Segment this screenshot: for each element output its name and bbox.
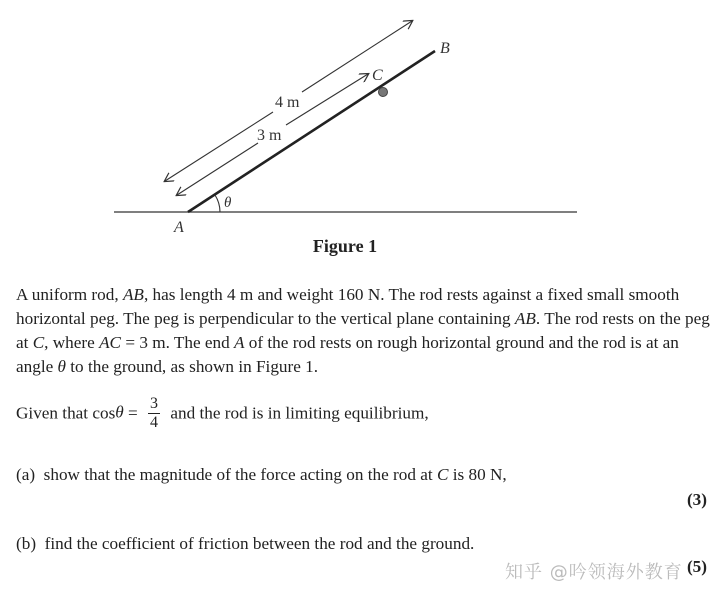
part-text: find the coefficient of friction between the rod and the ground.: [44, 534, 475, 553]
rod-diagram: [0, 0, 720, 270]
label-3m: 3 m: [257, 127, 282, 144]
watermark: 知乎 @吟领海外教育: [505, 562, 683, 583]
numerator: 3: [150, 395, 159, 412]
text: , has length 4 m and weight 160 N. The rod rests against a fixed small smooth horizontal peg. The peg is perpendicular to the vertical plane containing: [16, 285, 680, 328]
var: AB: [122, 285, 144, 304]
var: AB: [514, 309, 536, 328]
text: = 3 m. The end: [121, 333, 234, 352]
label-b: B: [440, 40, 450, 57]
denominator: 4: [150, 414, 159, 431]
part-a: [16, 465, 507, 485]
var: C: [436, 465, 449, 484]
given-suffix: and the rod is in limiting equilibrium,: [170, 403, 429, 423]
figure-1: [0, 0, 720, 270]
text: of the rod rests on rough horizontal ground and the rod is at an angle: [16, 333, 679, 376]
question-paragraph: [16, 283, 716, 379]
peg-c: [379, 88, 388, 97]
text: A uniform rod,: [16, 285, 123, 304]
text: . The rod rests on the peg at: [16, 309, 710, 352]
marks-a: (3): [686, 490, 707, 509]
given-equals: =: [123, 403, 138, 423]
part-label: (a): [16, 465, 36, 484]
label-c: C: [372, 67, 383, 84]
part-b: [16, 534, 474, 554]
var: C: [32, 333, 45, 352]
var: AC: [99, 333, 122, 352]
part-text: show that the magnitude of the force acting on the rod at: [43, 465, 437, 484]
text: to the ground, as shown in Figure 1.: [65, 357, 319, 376]
label-a: A: [174, 219, 184, 236]
marks-b: (5): [686, 557, 707, 576]
given-statement: [16, 395, 429, 445]
label-theta: θ: [224, 195, 232, 211]
figure-caption: Figure 1: [312, 236, 378, 256]
given-theta: θ: [115, 402, 124, 422]
rod-ab: [188, 51, 435, 212]
given-prefix: Given that cos: [16, 403, 116, 423]
fraction: [148, 395, 160, 432]
var: θ: [57, 357, 66, 376]
text: , where: [44, 333, 100, 352]
var: A: [234, 333, 245, 352]
part-label: (b): [16, 534, 37, 553]
angle-arc: [215, 195, 220, 212]
label-4m: 4 m: [275, 94, 300, 111]
part-text: is 80 N,: [448, 465, 507, 484]
